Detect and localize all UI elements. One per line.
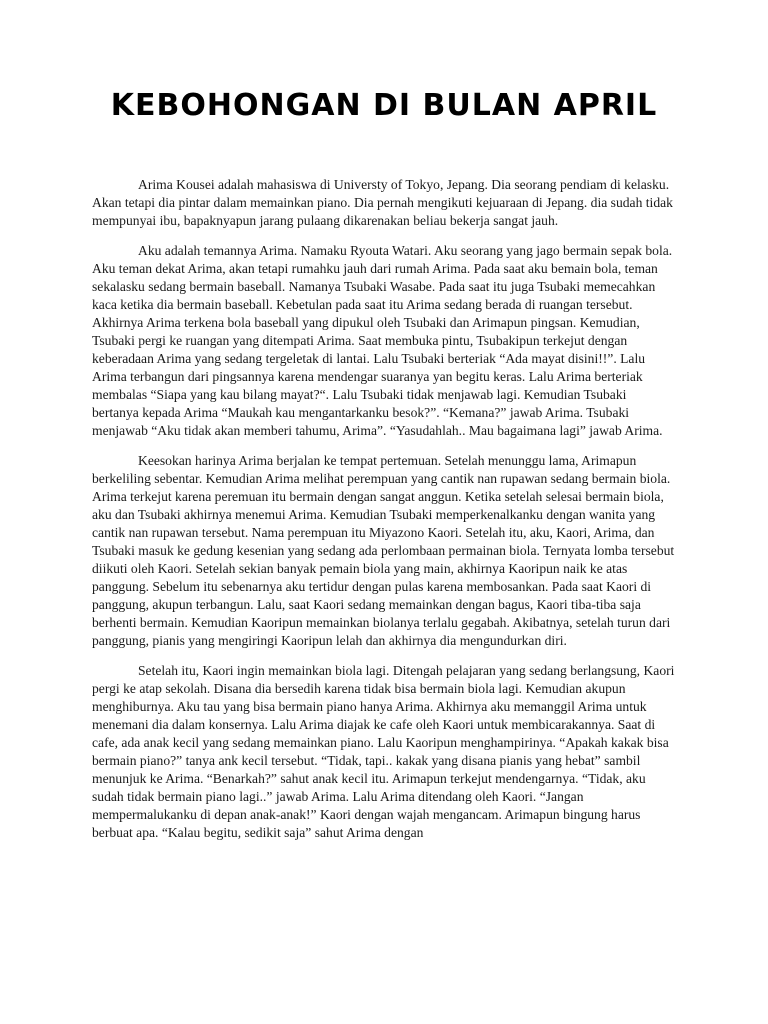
paragraph-2: Aku adalah temannya Arima. Namaku Ryouta Watari. Aku seorang yang jago bermain sepak bola. Aku teman dekat Arima, akan tetapi rumahku jauh dari rumah Arima. Pada saat aku bemain bola, teman sekalasku sedang bermain baseball. Namanya Tsubaki Wasabe. Pada saat itu juga Tsubaki memecahkan kaca ketika dia bermain baseball. Kebetulan pada saat itu Arima sedang berada di ruangan tersebut. Akhirnya Arima terkena bola baseball yang dipukul oleh Tsubaki dan Arimapun pingsan. Kemudian, Tsubaki pergi ke ruangan yang ditempati Arima. Saat membuka pintu, Tsubakipun terkejut dengan keberadaan Arima yang sedang tergeletak di lantai. Lalu Tsubaki berteriak “Ada mayat disini!!”. Lalu Arima terbangun dari pingsannya karena mendengar suaranya yan begitu keras. Lalu Arima berteriak membalas “Siapa yang kau bilang mayat?“. Lalu Tsubaki tidak menjawab lagi. Kemudian Tsubaki bertanya kepada Arima “Maukah kau mengantarkanku besok?”. “Kemana?” jawab Arima. Tsubaki menjawab “Aku tidak akan memberi tahumu, Arima”. “Yasudahlah.. Mau bagaimana lagi” jawab Arima.: [92, 243, 673, 438]
document-title: KEBOHONGAN DI BULAN APRIL: [110, 88, 658, 123]
paragraph-1: Arima Kousei adalah mahasiswa di Universty of Tokyo, Jepang. Dia seorang pendiam di kelasku. Akan tetapi dia pintar dalam memainkan piano. Dia pernah mengikuti kejuaraan di Jepang. dia sudah tidak mempunyai ibu, bapaknyapun jarang pulaang dikarenakan beliau bekerja sangat jauh.: [92, 177, 673, 228]
document-body: [92, 176, 676, 842]
paragraph-3: Keesokan harinya Arima berjalan ke tempat pertemuan. Setelah menunggu lama, Arimapun berkeliling sebentar. Kemudian Arima melihat perempuan yang cantik nan rupawan sedang bermain biola. Arima terkejut karena peremuan itu bermain dengan sangat anggun. Ketika setelah selesai bermain biola, aku dan Tsubaki akhirnya menemui Arima. Kemudian Tsubaki memperkenalkanku dengan wanita yang cantik nan rupawan tersebut. Nama perempuan itu Miyazono Kaori. Setelah itu, aku, Kaori, Arima, dan Tsubaki masuk ke gedung kesenian yang sedang ada perlombaan permainan biola. Ternyata lomba tersebut diikuti oleh Kaori. Setelah sekian banyak pemain biola yang main, akhirnya Kaoripun naik ke atas panggung. Sebelum itu sebenarnya aku tertidur dengan pulas karena membosankan. Pada saat Kaori di panggung, akupun terbangun. Lalu, saat Kaori sedang memainkan dengan bagus, Kaori tiba-tiba saja berhenti bermain. Kemudian Kaoripun memainkan biolanya terlalu gegabah. Akibatnya, setelah turun dari panggung, pianis yang mengiringi Kaoripun lelah dan akhirnya dia mengundurkan diri.: [92, 453, 675, 648]
paragraph-4: Setelah itu, Kaori ingin memainkan biola lagi. Ditengah pelajaran yang sedang berlangsung, Kaori pergi ke atap sekolah. Disana dia bersedih karena tidak bisa bermain biola lagi. Kemudian akupun menghiburnya. Aku tau yang bisa bermain piano hanya Arima. Akhirnya aku memanggil Arima untuk menemani dia dalam konsernya. Lalu Arima diajak ke cafe oleh Kaori untuk membicarakannya. Saat di cafe, ada anak kecil yang sedang memainkan piano. Lalu Kaoripun menghampirinya. “Apakah kakak bisa bermain piano?” tanya ank kecil tersebut. “Tidak, tapi.. kakak yang disana pianis yang hebat” sambil menunjuk ke Arima. “Benarkah?” sahut anak kecil itu. Arimapun terkejut mendengarnya. “Tidak, aku sudah tidak bermain piano lagi..” jawab Arima. Lalu Arima ditendang oleh Kaori. “Jangan mempermalukanku di depan anak-anak!” Kaori dengan wajah mengancam. Arimapun bingung harus berbuat apa. “Kalau begitu, sedikit saja” sahut Arima dengan: [92, 663, 675, 840]
